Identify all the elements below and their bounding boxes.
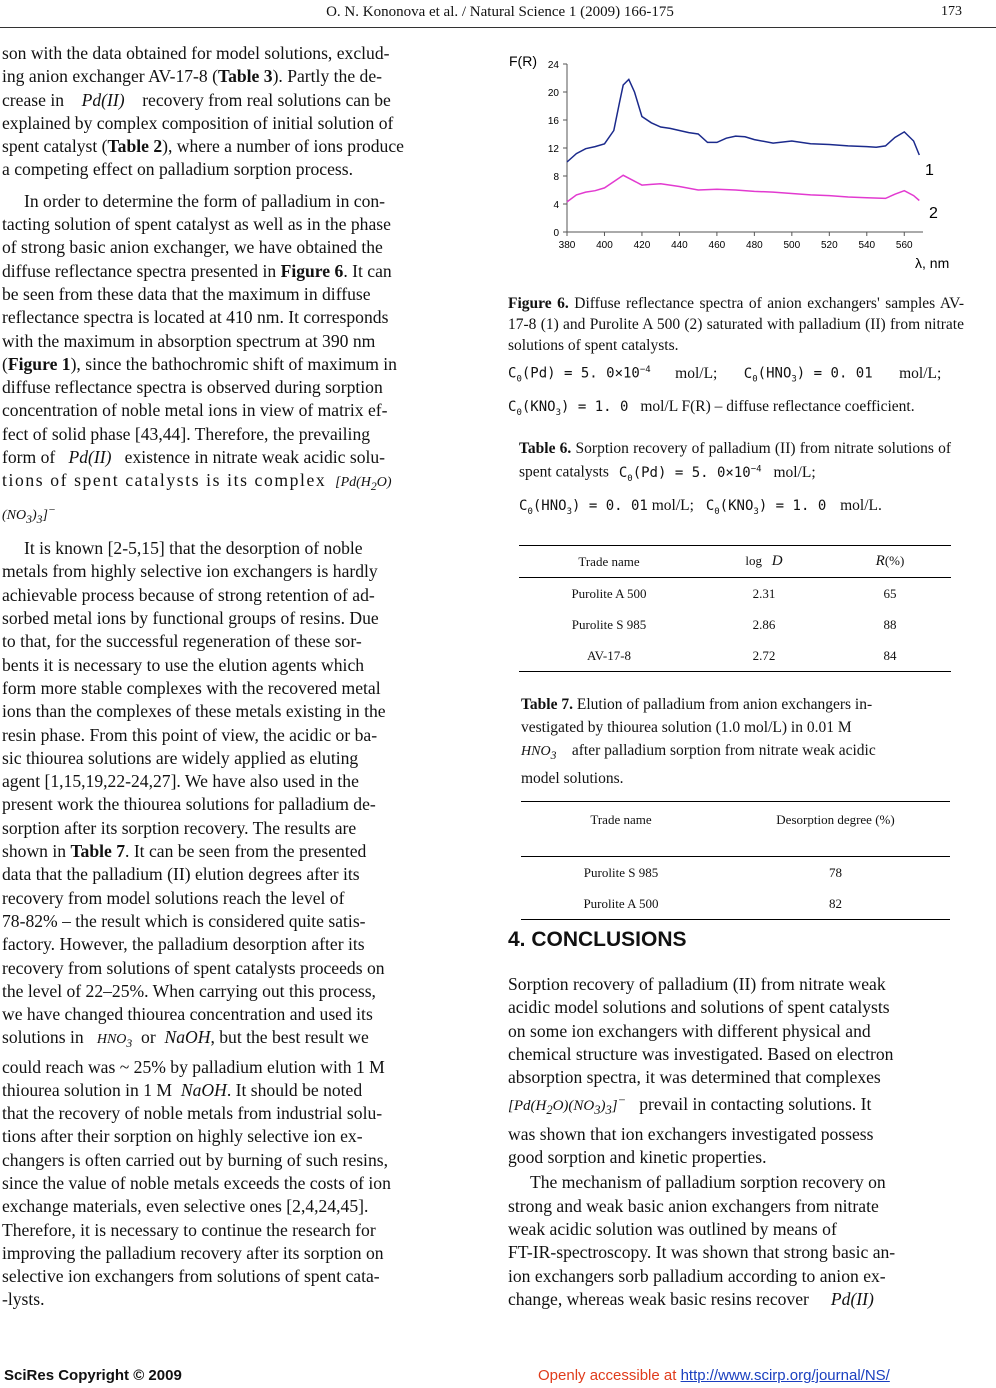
x-tick-label: 500 — [783, 240, 801, 251]
p3-line: to that, for the successful regeneration of these sor- — [2, 631, 362, 652]
series-1-line — [567, 79, 919, 162]
table-row: Purolite S 985 78 — [583, 864, 842, 880]
chart-series — [567, 79, 919, 201]
table-6-caption: Table 6. Sorption recovery of palladium (II) from nitrate solutions of spent catalysts $C_0(Pd) = 5$. $0\times 10^{-4}$ mol/L; $C_0(HNO_3) = 0$. 01 mol/L; $C_0(KNO_3) = 1$. 0 mol/L. — [519, 440, 951, 518]
complex-formula-part2: $(NO_3)_3]^-$ — [2, 503, 56, 526]
naoh-formula: NaOH — [180, 1079, 227, 1100]
complex-formula-part1: [$Pd(H_2O)$ — [335, 475, 392, 494]
p3-line: achievable process because of strong retention of ad- — [2, 584, 375, 605]
y-tick-label: 4 — [553, 200, 559, 211]
p3-line: recovery from solutions of spent catalysts proceeds on — [2, 957, 385, 978]
p3-line: agent [1,15,19,22-24,27]. We have also used in the — [2, 771, 359, 792]
footer-access: Openly accessible at http://www.scirp.org/journal/NS/ — [538, 1367, 890, 1384]
p3-line: -lysts. — [2, 1289, 45, 1310]
table-row: AV-17-8 2.72 84 — [519, 640, 951, 672]
p3-line: improving the palladium recovery after its sorption on — [2, 1242, 384, 1263]
series-1-label: 1 — [925, 162, 934, 179]
table-2-ref[interactable]: Table 2 — [107, 136, 163, 157]
p3-line: resin phase. From this point of view, the acidic or ba- — [2, 724, 378, 745]
p3-line: metals from highly selective ion exchangers is hardly — [2, 561, 378, 582]
footer-copyright: SciRes Copyright © 2009 — [4, 1367, 182, 1384]
p3-line: form more stable complexes with the recovered metal — [2, 677, 381, 698]
table-row: Purolite S 985 2.86 88 — [571, 616, 897, 632]
x-tick-label: 420 — [633, 240, 651, 251]
y-tick-label: 8 — [553, 172, 559, 183]
y-axis-label: F(R) — [509, 53, 537, 69]
complex-formula: $[Pd(H_2O)(NO_3)_3]^-$ — [508, 1093, 627, 1118]
x-axis-label: λ, nm — [915, 255, 950, 271]
p3-line: ions than the complexes of these metals existing in the — [2, 701, 386, 722]
p3-line: sorbed metal ions by functional groups of resins. Due — [2, 608, 379, 629]
figure-6-conditions: $C_0(Pd) = 5$. $0\times 10^{-4}$ mol/L; $C_0(HNO_3) = 0$. 01 mol/L; — [508, 364, 942, 385]
pd-ii-formula: Pd(II) — [81, 89, 125, 110]
paragraph-2: In order to determine the form of palladium in con- tacting solution of spent catalyst as well as in the phase of strong basic anion exchanger, we have obtained the diffuse reflectance spectra presented in Figure 6. It can be seen from these data that the maximum in diffuse reflectance spectra is located at 410 nm. It corresponds with the maximum in absorption spectrum at 390 nm (Figure 1), since the bathochromic shift of maximum in diffuse reflectance spectra is observed during sorption concentration of noble metal ions in view of matrix ef- fect of solid phase [43,44]. Therefore, the prevailing form of Pd(II) existence in nitrate weak acidic solu- tions of spent catalysts is its complex [$Pd(H_2O)$ $(NO_3)_3]^-$ — [2, 190, 397, 526]
table-3-ref[interactable]: Table 3 — [217, 66, 273, 87]
p3-line: that the recovery of noble metals from industrial solu- — [2, 1103, 383, 1124]
p3-line: we have changed thiourea concentration and used its — [2, 1004, 373, 1025]
p3-line: data that the palladium (II) elution degrees after its — [2, 864, 360, 885]
col-r-percent: R(%) — [875, 553, 905, 569]
p3-line: selective ion exchangers from solutions of spent cata- — [2, 1266, 380, 1287]
y-tick-label: 20 — [547, 88, 559, 99]
y-tick-label: 24 — [547, 60, 559, 71]
right-column-text — [508, 973, 965, 1311]
p3-line: sorption after its sorption recovery. The results are — [2, 817, 357, 838]
p3-line: the level of 22–25%. When carrying out this process, — [2, 980, 376, 1001]
figure-1-ref[interactable]: Figure 1 — [7, 353, 71, 374]
p3-line: bents it is necessary to use the elution agents which — [2, 654, 365, 675]
table-7-ref[interactable]: Table 7 — [70, 841, 126, 862]
paragraph-1: son with the data obtained for model solutions, exclud- ing anion exchanger AV-17-8 (Table 3). Partly the de- crease in Pd(II) recovery from real solutions can be explained by complex composition of initial solution of spent catalyst (Table 2), where a number of ions produce a competing effect on palladium sorption process. — [2, 43, 404, 180]
series-2-line — [567, 175, 919, 202]
y-tick-label: 16 — [547, 116, 559, 127]
p3-line: factory. However, the palladium desorption after its — [2, 934, 365, 955]
x-tick-label: 380 — [558, 240, 576, 251]
pd-ii-formula: Pd(II) — [68, 447, 112, 468]
p3-line: It is known [2-5,15] that the desorption of noble — [24, 538, 363, 559]
x-tick-label: 460 — [708, 240, 726, 251]
conclusions-paragraph-2: The mechanism of palladium sorption recovery on strong and weak basic anion exchangers from nitrate weak acidic solution was outlined by means of FT-IR-spectroscopy. It was shown that strong basic an- ion exchangers sorb palladium according to anion ex- change, whereas weak basic resins recover Pd(II) — [508, 1172, 896, 1309]
chart-axes — [548, 60, 923, 251]
x-tick-label: 560 — [895, 240, 913, 251]
p3-line: exchange materials, even selective ones [2,4,24,45]. — [2, 1196, 369, 1217]
x-tick-label: 540 — [858, 240, 876, 251]
left-column — [2, 42, 460, 1312]
col-log-d: log D — [745, 553, 783, 569]
page-header — [0, 4, 996, 26]
table-6 — [519, 545, 951, 672]
x-tick-label: 400 — [596, 240, 613, 251]
naoh-formula: NaOH — [164, 1027, 211, 1048]
figure-6-caption: Figure 6. Diffuse reflectance spectra of anion exchangers' samples AV-17-8 (1) and Purolite A 500 (2) saturated with palladium (II) from nitrate solutions of spent catalysts. $C_0(Pd) = 5$. $0\times 10^{-4}$ mol/L; $C_0(HNO_3) = 0$. 01 mol/L; $C_0(KNO_3) = 1$. 0 mol/L F(R) – diffuse reflectance coefficient. — [508, 295, 964, 419]
running-title: O. N. Kononova et al. / Natural Science 1 (2009) 166-175 — [326, 4, 674, 20]
p3-line: 78-82% – the result which is considered quite satis- — [2, 910, 366, 931]
paragraph-3: It is known [2-5,15] that the desorption of noble metals from highly selective ion exchangers is hardly achievable process because of strong retention of ad- sorbed metal ions by functional groups of resins. Due to that, for the successful regeneration of these sor- bents it is necessary to use the elution agents which form more stable complexes with the recovered metal ions than the complexes of these metals existing in the resin phase. From this point of view, the acidic or ba- sic thiourea solutions are widely applied as eluting agent [1,15,19,22-24,27]. We have also used in the present work the thiourea solutions for palladium de- sorption after its sorption recovery. The results are shown in Table 7. It can be seen from the presented data that the palladium (II) elution degrees after its recovery from model solutions reach the level of 78-82% – the result which is considered quite satis- factory. However, the palladium desorption after its recovery from solutions of spent catalysts proceeds on the level of 22–25%. When carrying out this process, we have changed thiourea concentration and used its solutions in $HNO_3$ or NaOH, but the best result we could reach was ~ 25% by palladium elution with 1 M thiourea solution in 1 M NaOH. It should be noted that the recovery of noble metals from industrial solu- tions after their sorption on highly selective ion ex- changers is often carried out by burning of such resins, since the value of noble metals exceeds the costs of ion exchange materials, even selective ones [2,4,24,45]. Therefore, it is necessary to continue the research for improving the palladium recovery after its sorption on selective ion exchangers from solutions of spent cata- -lysts. — [2, 538, 391, 1310]
table-header-row — [519, 546, 951, 578]
p3-line: since the value of noble metals exceeds the costs of ion — [2, 1173, 391, 1193]
figure-6-chart — [505, 48, 975, 278]
p3-line: sic thiourea solutions are widely applied as eluting — [2, 747, 359, 768]
x-tick-label: 520 — [820, 240, 838, 251]
series-2-label: 2 — [929, 205, 938, 222]
figure-6-ref[interactable]: Figure 6 — [280, 260, 344, 281]
p3-line: Therefore, it is necessary to continue the research for — [2, 1219, 376, 1240]
table-7 — [521, 801, 950, 920]
table-row: Purolite A 500 2.31 65 — [571, 585, 897, 601]
p3-line: changers is often carried out by burning of such resins, — [2, 1149, 388, 1170]
hno3-formula: $HNO_3$ — [96, 1032, 133, 1051]
x-tick-label: 440 — [671, 240, 688, 251]
hno3-formula: $HNO_3$ — [521, 744, 557, 762]
table-header-row: Trade name Desorption degree (%) — [521, 802, 950, 857]
pd-ii-formula: Pd(II) — [830, 1288, 874, 1309]
p3-line: tions after their sorption on highly selective ion ex- — [2, 1126, 363, 1147]
col-trade-name: Trade name — [578, 553, 640, 569]
x-tick-label: 480 — [746, 240, 763, 251]
conclusions-paragraph-1: Sorption recovery of palladium (II) from nitrate weak acidic model solutions and solutions of spent catalysts on some ion exchangers with different physical and chemical structure was investigated. Based on electron absorption spectra, it was determined that complexes $[Pd(H_2O)(NO_3)_3]^-$ prevail in contacting solutions. It was shown that ion exchangers investigated possess good sorption and kinetic properties. — [508, 974, 894, 1168]
journal-link[interactable]: http://www.scirp.org/journal/NS/ — [680, 1367, 890, 1384]
p3-line: recovery from model solutions reach the level of — [2, 887, 345, 908]
table-7-caption: Table 7. Elution of palladium from anion exchangers in- vestigated by thiourea solution (1.0 mol/L) in 0.01 M $HNO_3$ after palladium sorption from nitrate weak acidic model solutions. — [521, 696, 876, 787]
table-row: Purolite A 500 82 — [521, 888, 950, 920]
section-heading-conclusions: 4. CONCLUSIONS — [508, 928, 687, 951]
p3-line: present work the thiourea solutions for palladium de- — [2, 794, 376, 815]
page-number: 173 — [941, 4, 962, 19]
y-tick-label: 12 — [547, 144, 559, 155]
header-rule — [0, 27, 996, 28]
y-tick-label: 0 — [553, 228, 559, 239]
